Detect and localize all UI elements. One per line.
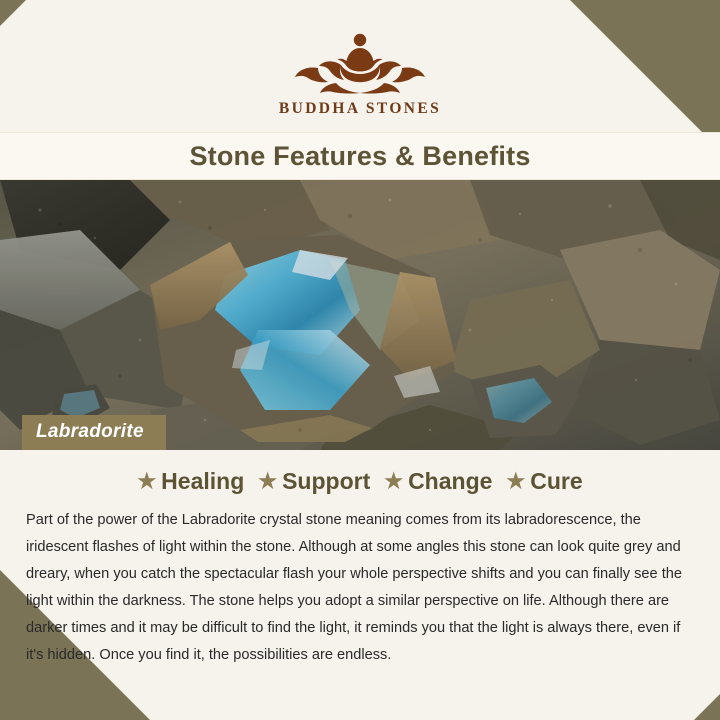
lotus-meditating-buddha-icon <box>280 24 440 96</box>
title-band <box>0 132 720 180</box>
header <box>0 0 720 118</box>
star-icon: ★ <box>384 470 404 493</box>
benefits-row <box>0 468 720 495</box>
benefit-change <box>384 468 492 495</box>
benefit-label: Healing <box>161 468 245 494</box>
benefit-label: Support <box>282 468 371 494</box>
benefit-healing <box>137 468 244 495</box>
star-icon: ★ <box>506 470 526 493</box>
brand-name: BUDDHA STONES <box>278 100 442 117</box>
labradorite-rough-stones-photo <box>0 180 720 450</box>
benefit-support <box>258 468 370 495</box>
photo-caption: Labradorite <box>22 415 166 450</box>
corner-decoration-bottom-right <box>694 694 720 720</box>
benefit-label: Change <box>408 468 493 494</box>
star-icon: ★ <box>137 470 157 493</box>
benefit-cure <box>506 468 582 495</box>
benefit-label: Cure <box>530 468 583 494</box>
page-title: Stone Features & Benefits <box>189 140 531 171</box>
description-paragraph: Part of the power of the Labradorite crystal stone meaning comes from its labradorescence, the iridescent flashes of light within the stone. Although at some angles this stone can look quite grey and dreary, when you catch the spectacular flash your whole perspective shifts and you can finally see the light within the darkness. The stone helps you adopt a similar perspective on life. Although there are darker times and it may be difficult to find the light, it reminds you that the light is always there, even if it's hidden. Once you find it, the possibilities are endless. <box>26 512 682 663</box>
star-icon: ★ <box>258 470 278 493</box>
